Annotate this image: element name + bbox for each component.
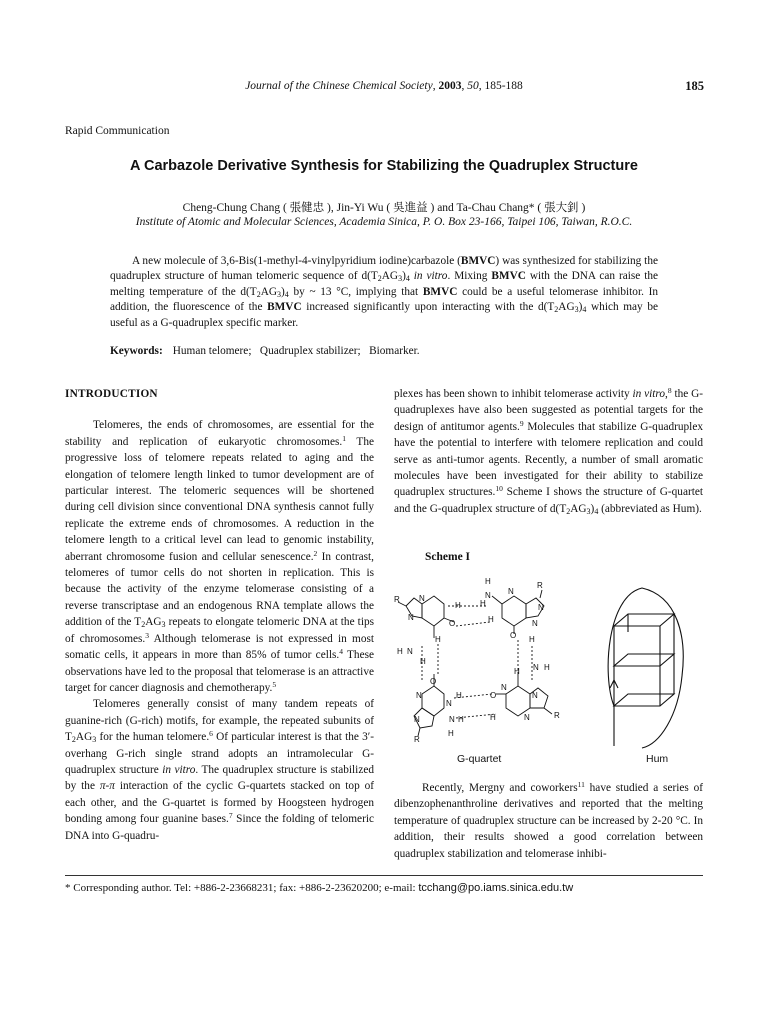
svg-text:H: H <box>488 615 494 624</box>
intro-paragraph-4: Recently, Mergny and coworkers$^{11}$ have studied a series of dibenzophenanthroline derivatives and reported that the melting temperature of quadruplex structure can be increased by 2-20 °C. In addition, their results showed a good correlation between quadruplex stabilization and telomerase inhibi- <box>394 780 704 860</box>
svg-text:N: N <box>508 587 514 596</box>
footnote-text: * Corresponding author. Tel: +886-2-23668231; fax: +886-2-23620200; e-mail: <box>65 882 419 894</box>
svg-text:H: H <box>544 663 550 672</box>
svg-text:N: N <box>532 619 538 628</box>
g-quartet-atom-labels <box>394 577 560 744</box>
left-column <box>65 386 374 844</box>
journal-name: Journal of the Chinese Chemical Society <box>245 80 433 92</box>
svg-text:O: O <box>449 619 456 628</box>
author-list: Cheng-Chung Chang ( 張健忠 ), Jin-Yi Wu ( 吳進益 ) and Ta-Chau Chang* ( 張大釗 ) <box>182 202 586 214</box>
svg-text:N: N <box>419 594 425 603</box>
svg-text:N: N <box>533 663 539 672</box>
svg-text:H: H <box>455 601 461 610</box>
svg-text:R: R <box>537 581 543 590</box>
svg-text:H: H <box>397 647 403 656</box>
article-type: Rapid Communication <box>65 125 170 137</box>
svg-text:N: N <box>524 713 530 722</box>
svg-text:H: H <box>456 691 462 700</box>
g-quartet-caption: G-quartet <box>457 753 502 765</box>
scheme-label: Scheme I <box>425 551 471 563</box>
svg-text:H: H <box>514 667 520 676</box>
svg-text:N: N <box>449 715 455 724</box>
page-number: 185 <box>685 79 704 93</box>
svg-text:N: N <box>501 683 507 692</box>
svg-text:H: H <box>458 715 464 724</box>
svg-text:R: R <box>394 595 400 604</box>
hum-caption: Hum <box>646 753 669 765</box>
section-heading-introduction: INTRODUCTION <box>65 388 158 400</box>
svg-text:N: N <box>407 647 413 656</box>
footnote-divider <box>65 875 703 876</box>
footnote-email: tcchang@po.iams.sinica.edu.tw <box>418 882 574 894</box>
svg-text:N: N <box>532 691 538 700</box>
svg-text:H: H <box>490 713 496 722</box>
svg-text:N: N <box>414 715 420 724</box>
journal-header: Journal of the Chinese Chemical Society, 2003, 50, 185-188 <box>245 80 523 92</box>
svg-text:H: H <box>435 635 441 644</box>
journal-year: 2003 <box>438 80 462 92</box>
keywords-list: Human telomere; Quadruplex stabilizer; Biomarker. <box>172 345 420 357</box>
svg-text:N: N <box>416 691 422 700</box>
svg-text:R: R <box>414 735 420 744</box>
keywords <box>110 345 420 357</box>
intro-paragraph-2: Telomeres generally consist of many tandem repeats of guanine-rich (G-rich) motifs, for example, the repeated subunits of $T_2AG_3$ for the human telomere.$^6$ Of particular interest is that the 3′-overhang G-rich single strand adopts an intramolecular G-quadruplex structure in vitro. The quadruplex structure is stabilized by the π-π interaction of the cyclic G-quartets stacked on top of each other, and the G-quartet is formed by Hoogsteen hydrogen bonding among four guanine bases.$^7$ Since the folding of telomeric DNA into G-quadru- <box>65 698 374 842</box>
svg-text:O: O <box>490 691 497 700</box>
svg-text:N: N <box>446 699 452 708</box>
svg-text:H: H <box>529 635 535 644</box>
svg-text:N: N <box>538 603 544 612</box>
svg-text:H: H <box>480 599 486 608</box>
scheme-figure <box>392 576 702 776</box>
svg-text:H: H <box>448 729 454 738</box>
keywords-label: Keywords: <box>110 345 163 357</box>
svg-text:O: O <box>430 677 437 686</box>
svg-text:N: N <box>485 591 491 600</box>
svg-text:H: H <box>420 657 426 666</box>
svg-text:N: N <box>408 613 414 622</box>
hum-quadruplex-diagram <box>608 588 683 748</box>
intro-paragraph-1: Telomeres, the ends of chromosomes, are essential for the stability and replication of eukaryotic chromosomes.$^1$ The progressive loss of telomere repeats related to aging and the elongation of telomere length linked to tumor development are of particular interest. The telomeric sequences will be shortened during cell division since conventional DNA synthesis cannot fully replicate the extreme ends of chromosomes. A reduction in the telomere length to a critical level can lead to genomic instability, aberrant chromosome fusion and cellular senescence.$^2$ In contrast, telomeres of tumor cells do not shorten in replication. This is because the activity of the enzyme telomerase consisting of a reverse transcriptase and an endogenous RNA template allows the addition of the $T_2AG_3$ repeats to elongate telomeric DNA at the tips of chromosomes.$^3$ Although telomerase is not expressed in most somatic cells, it appears in more than 85% of tumor cells.$^4$ These observations have led to the proposal that telomerase is an attractive target for cancer diagnosis and chemotherapy.$^5$ <box>65 419 375 694</box>
svg-text:R: R <box>554 711 560 720</box>
svg-text:O: O <box>510 631 517 640</box>
journal-pages: 185-188 <box>484 80 523 92</box>
abstract: A new molecule of 3,6-Bis(1-methyl-4-vinylpyridium iodine)carbazole (BMVC) was synthesized for stabilizing the quadruplex structure of human telomeric sequence of $d(T_2AG_3)_4$ in vitro. Mixing BMVC with the DNA can raise the melting temperature of the $d(T_2AG_3)_4$ by ~ 13 °C, implying that BMVC could be a useful telomerase inhibitor. In addition, the fluorescence of the BMVC increased significantly upon interacting with the $d(T_2AG_3)_4$ which may be useful as a G-quadruplex specific marker. <box>110 255 659 329</box>
footnote <box>65 882 573 894</box>
affiliation: Institute of Atomic and Molecular Sciences, Academia Sinica, P. O. Box 23-166, Taipei 106, Taiwan, R.O.C. <box>135 216 633 228</box>
svg-text:H: H <box>485 577 491 586</box>
article-title: A Carbazole Derivative Synthesis for Stabilizing the Quadruplex Structure <box>130 158 638 174</box>
journal-volume: 50 <box>467 80 479 92</box>
right-column-continued <box>394 780 703 862</box>
right-column <box>394 386 703 517</box>
intro-paragraph-3: plexes has been shown to inhibit telomerase activity in vitro,$^8$ the G-quadruplexes have also been suggested as potential targets for the design of antitumor agents.$^9$ Molecules that stabilize G-quadruplex have the potential to interfere with telomere replication and could serve as anti-tumor agents. Recently, a number of small aromatic molecules have been investigated for their ability to stabilize quadruplex structures.$^{10}$ Scheme I shows the structure of G-quartet and the G-quadruplex structure of $d(T_2AG_3)_4$ (abbreviated as Hum). <box>394 386 704 516</box>
